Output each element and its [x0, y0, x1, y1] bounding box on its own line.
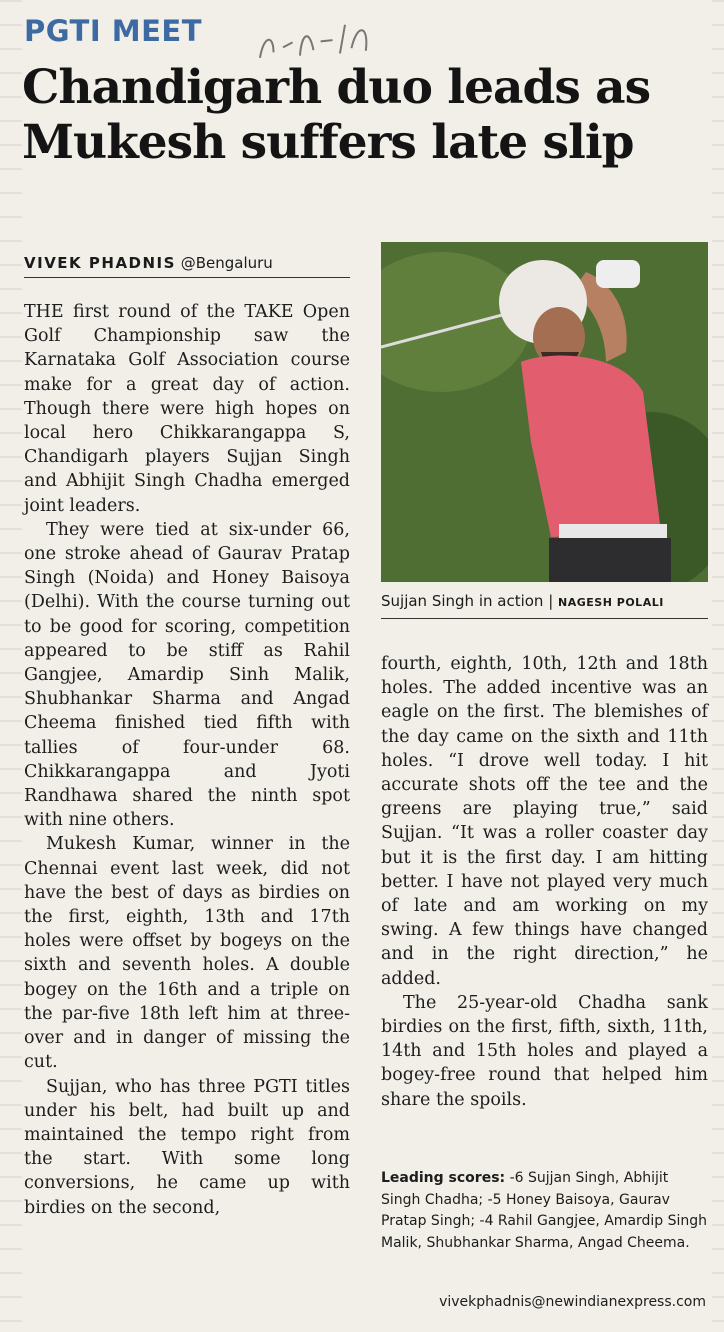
caption-text: Sujjan Singh in action	[381, 592, 544, 610]
leading-scores-label: Leading scores:	[381, 1170, 506, 1186]
article-column-1	[24, 300, 350, 1220]
photo-credit: NAGESH POLALI	[558, 596, 664, 609]
golfer-photo	[381, 242, 708, 582]
byline-author: VIVEK PHADNIS	[24, 254, 176, 272]
section-kicker: PGTI MEET	[24, 14, 202, 48]
leading-scores-text: -6 Sujjan Singh, Abhijit Singh Chadha; -5 Honey Baisoya, Gaurav Pratap Singh; -4 Rahil Gangjee, Amardip Singh Malik, Shubhankar Sharma, Angad Cheema.	[381, 1170, 708, 1251]
caption-separator: |	[548, 592, 559, 610]
golfer-illustration	[381, 242, 708, 582]
author-email: vivekphadnis@newindianexpress.com	[439, 1294, 706, 1310]
paragraph: They were tied at six-under 66, one stroke ahead of Gaurav Pratap Singh (Noida) and Honey Baisoya (Delhi). With the course turning out to be good for scoring, competition appeared to be stiff as Rahil Gangjee, Amardip Sinh Malik, Shubhankar Sharma and Angad Cheema finished tied fifth with tallies of four-under 68. Chikkarangappa and Jyoti Randhawa shared the ninth spot with nine others.	[24, 519, 350, 831]
paragraph: THE first round of the TAKE Open Golf Championship saw the Karnataka Golf Association course make for a great day of action. Though there were high hopes on local hero Chikkarangappa S, Chandigarh players Sujjan Singh and Abhijit Singh Chadha emerged joint leaders.	[24, 302, 350, 516]
photo-caption	[381, 592, 708, 619]
paragraph: The 25-year-old Chadha sank birdies on the first, fifth, sixth, 11th, 14th and 15th holes and played a bogey-free round that helped him share the spoils.	[381, 992, 708, 1110]
adjacent-article-bleed-right	[712, 0, 724, 1332]
paragraph: fourth, eighth, 10th, 12th and 18th holes. The added incentive was an eagle on the first. The blemishes of the day came on the sixth and 11th holes. “I drove well today. I hit accurate shots off the tee and the greens are playing true,” said Sujjan. “It was a roller coaster day but it is the first day. I am hitting better. I have not played very much of late and am working on my swing. A few things have changed and in the right direction,” he added.	[381, 654, 708, 989]
byline-location: @Bengaluru	[180, 254, 273, 272]
paragraph: Mukesh Kumar, winner in the Chennai event last week, did not have the best of days as birdies on the first, eighth, 13th and 17th holes were offset by bogeys on the sixth and seventh holes. A double bogey on the 16th and a triple on the par-five 18th left him at three-over and in danger of missing the cut.	[24, 834, 350, 1073]
adjacent-article-bleed-left	[0, 0, 22, 1332]
leading-scores	[381, 1168, 708, 1254]
paragraph: Sujjan, who has three PGTI titles under his belt, had built up and maintained the tempo right from the start. With some long conversions, he came up with birdies on the second,	[24, 1076, 350, 1218]
headline: Chandigarh duo leads as Mukesh suffers late slip	[22, 60, 651, 170]
byline	[24, 254, 350, 278]
article-column-2	[381, 652, 708, 1112]
